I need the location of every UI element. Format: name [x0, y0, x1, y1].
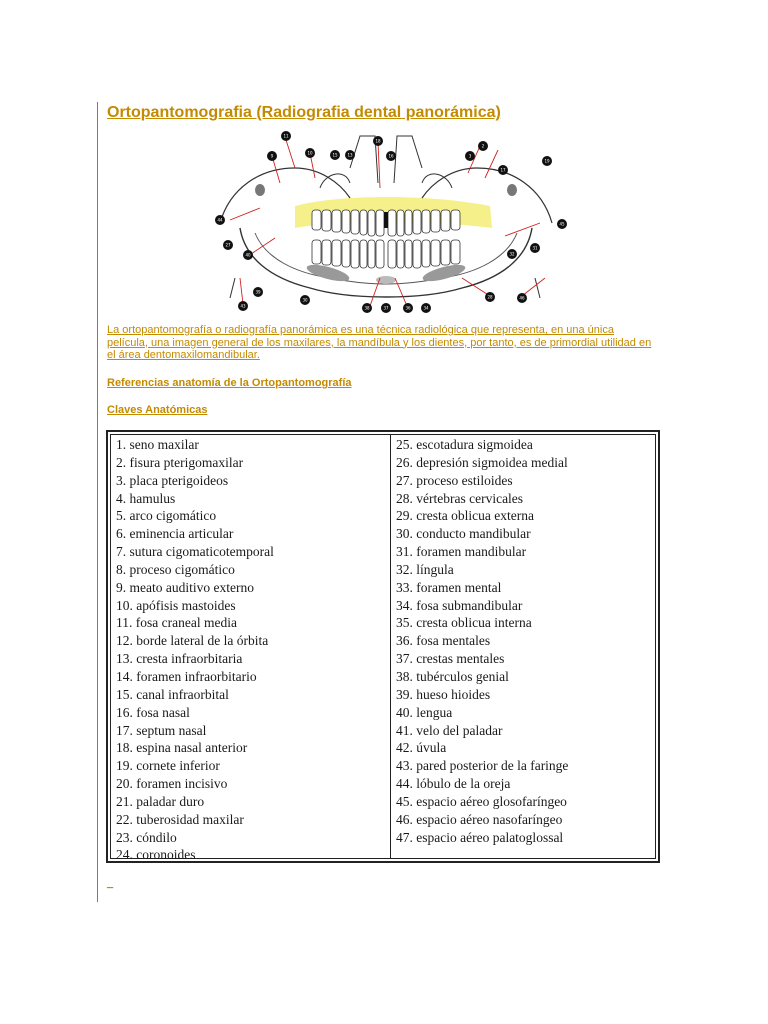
- anatomy-item: 4. hamulus: [116, 490, 176, 506]
- anatomy-item: 3. placa pterigoideos: [116, 472, 229, 488]
- anatomy-item: 7. sutura cigomaticotemporal: [116, 544, 274, 560]
- svg-text:11: 11: [283, 133, 289, 139]
- anatomy-item: 8. proceso cigomático: [116, 561, 235, 577]
- anatomy-item: 45. espacio aéreo glosofaríngeo: [396, 793, 567, 809]
- anatomy-item: 5. arco cigomático: [116, 508, 217, 524]
- anatomy-item: 31. foramen mandibular: [396, 544, 527, 560]
- panoramic-xray-diagram: [200, 128, 572, 313]
- anatomy-item: 23. cóndilo: [116, 829, 177, 845]
- anatomy-item: 29. cresta oblicua externa: [396, 508, 534, 524]
- anatomy-item: 46. espacio aéreo nasofaríngeo: [396, 811, 563, 827]
- anatomy-item: 41. velo del paladar: [396, 722, 503, 738]
- nasal-septum-right: [394, 136, 422, 183]
- mandible-outline: [240, 228, 532, 297]
- page-title-link[interactable]: Ortopantomografia (Radiografia dental panorámica): [107, 104, 501, 121]
- svg-text:2: 2: [481, 143, 485, 149]
- svg-text:31: 31: [532, 245, 538, 251]
- svg-text:16: 16: [388, 153, 394, 159]
- svg-text:37: 37: [383, 305, 389, 311]
- anatomy-item: 22. tuberosidad maxilar: [116, 811, 244, 827]
- ear-canal-right: [507, 184, 517, 196]
- svg-text:40: 40: [245, 252, 251, 258]
- anatomy-column-right: [390, 434, 656, 859]
- intro-paragraph-link[interactable]: La ortopantomografía o radiografía panorámica es una técnica radiológica que representa, en una única película, una imagen general de los maxilares, la mandíbula y los dientes, por tanto, es de primordial utilidad en el área dentomaxilomandibular.: [107, 324, 652, 362]
- svg-text:27: 27: [225, 242, 231, 248]
- svg-text:19: 19: [544, 158, 550, 164]
- svg-text:30: 30: [302, 297, 308, 303]
- anatomy-item: 44. lóbulo de la oreja: [396, 776, 511, 792]
- anatomy-item: 34. fosa submandibular: [396, 597, 523, 613]
- svg-text:13: 13: [347, 152, 353, 158]
- anatomy-item: 27. proceso estiloides: [396, 472, 513, 488]
- svg-text:28: 28: [487, 294, 493, 300]
- svg-text:17: 17: [500, 167, 506, 173]
- svg-text:15: 15: [332, 152, 338, 158]
- anatomy-item: 15. canal infraorbital: [116, 686, 229, 702]
- anatomy-item: 37. crestas mentales: [396, 651, 505, 667]
- anatomy-column-left: [110, 434, 391, 863]
- anatomy-item: 36. fosa mentales: [396, 633, 491, 649]
- svg-text:45: 45: [559, 221, 565, 227]
- anatomy-item: 24. coronoides: [116, 847, 196, 863]
- anatomy-item: 13. cresta infraorbitaria: [116, 651, 243, 667]
- anatomy-list-left: [111, 435, 390, 864]
- svg-text:44: 44: [217, 217, 223, 223]
- anatomy-item: 25. escotadura sigmoidea: [396, 437, 533, 452]
- ear-canal-left: [255, 184, 265, 196]
- svg-text:39: 39: [255, 289, 261, 295]
- anatomy-item: 39. hueso hioides: [396, 686, 491, 702]
- anatomy-item: 30. conducto mandibular: [396, 526, 531, 542]
- anatomy-item: 10. apófisis mastoides: [116, 597, 236, 613]
- anatomy-item: 43. pared posterior de la faringe: [396, 758, 569, 774]
- references-link[interactable]: Referencias anatomía de la Ortopantomografía: [107, 377, 352, 389]
- anatomy-item: 6. eminencia articular: [116, 526, 234, 542]
- svg-text:10: 10: [307, 150, 313, 156]
- anatomy-list-right: [391, 435, 655, 846]
- svg-text:46: 46: [519, 295, 525, 301]
- anatomy-item: 21. paladar duro: [116, 793, 205, 809]
- anatomy-item: 40. lengua: [396, 704, 453, 720]
- svg-text:43: 43: [240, 303, 246, 309]
- anatomy-item: 47. espacio aéreo palatoglossal: [396, 829, 564, 845]
- anatomical-keys-link[interactable]: Claves Anatómicas: [107, 404, 208, 416]
- anatomy-item: 20. foramen incisivo: [116, 776, 228, 792]
- anatomy-item: 12. borde lateral de la órbita: [116, 633, 269, 649]
- svg-text:32: 32: [509, 251, 515, 257]
- footer-link[interactable]: _: [107, 877, 114, 889]
- svg-text:3: 3: [468, 153, 472, 159]
- anatomy-item: 35. cresta oblicua interna: [396, 615, 532, 631]
- anatomy-item: 26. depresión sigmoidea medial: [396, 454, 568, 470]
- svg-text:18: 18: [375, 138, 381, 144]
- lower-teeth: [312, 240, 460, 268]
- svg-text:34: 34: [423, 305, 429, 311]
- incisive-foramen-mark: [384, 212, 388, 228]
- svg-text:36: 36: [405, 305, 411, 311]
- anatomy-item: 11. fosa craneal media: [116, 615, 237, 631]
- anatomy-item: 42. úvula: [396, 740, 447, 756]
- anatomy-item: 32. língula: [396, 561, 454, 577]
- anatomy-item: 9. meato auditivo externo: [116, 579, 254, 595]
- anatomy-item: 14. foramen infraorbitario: [116, 668, 257, 684]
- anatomy-item: 2. fisura pterigomaxilar: [116, 454, 244, 470]
- anatomy-item: 17. septum nasal: [116, 722, 207, 738]
- anatomy-item: 38. tubérculos genial: [396, 668, 509, 684]
- anatomy-item: 18. espina nasal anterior: [116, 740, 248, 756]
- left-vertical-rule: [97, 102, 98, 902]
- anatomy-item: 16. fosa nasal: [116, 704, 190, 720]
- svg-text:38: 38: [364, 305, 370, 311]
- anatomy-keys-table: [106, 430, 660, 863]
- anatomy-item: 28. vértebras cervicales: [396, 490, 524, 506]
- anatomy-item: 33. foramen mental: [396, 579, 502, 595]
- anatomy-item: 19. cornete inferior: [116, 758, 220, 774]
- anatomy-item: 1. seno maxilar: [116, 437, 199, 452]
- svg-text:9: 9: [270, 153, 274, 159]
